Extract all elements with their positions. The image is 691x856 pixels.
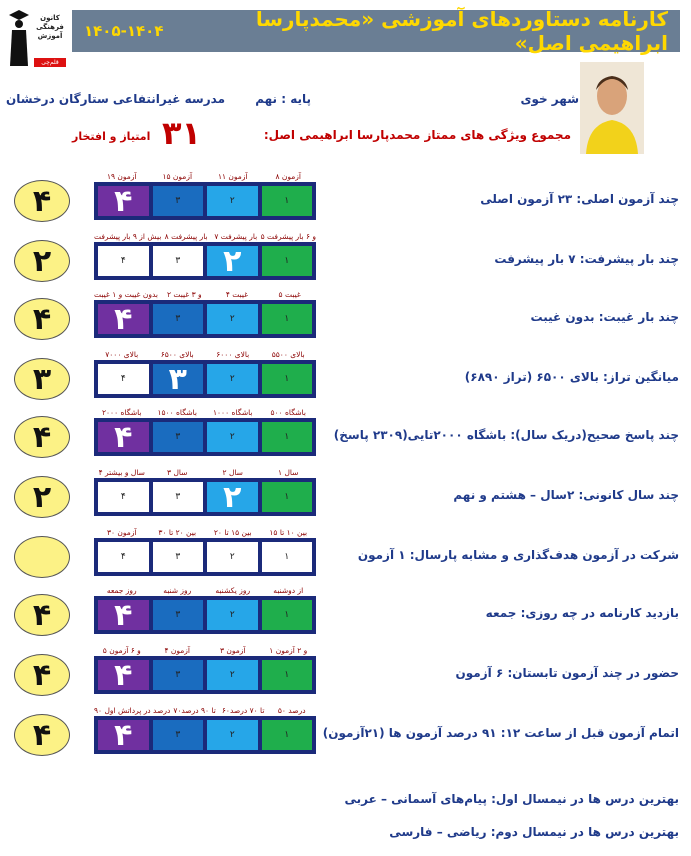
level-labels (94, 528, 316, 537)
page-title: کارنامه دستاوردهای آموزشی «محمدپارسا ابراهیمی اصل» (255, 7, 668, 55)
level-cell: ۲ (207, 304, 258, 334)
level-cell: ۱ (262, 542, 313, 572)
level-cell: ۳ (153, 660, 204, 690)
level-cell: ۱ (262, 720, 313, 750)
question-text: حضور در چند آزمون تابستان: ۶ آزمون (455, 666, 679, 680)
level-cell: ۲ (207, 542, 258, 572)
grade-label: پایه : نهم (255, 92, 311, 106)
question-text: بازدید کارنامه در چه روزی: جمعه (485, 606, 679, 620)
level-cell: ۴ (98, 542, 149, 572)
score-circle: ۴ (14, 298, 70, 340)
level-cells (94, 242, 316, 280)
question-text: چند سال کانونی: ۲سال – هشتم و نهم (453, 488, 679, 502)
level-label: ۲ و ۳ غیبت (166, 290, 202, 299)
question-text: چند پاسخ صحیح(دریک سال): باشگاه ۲۰۰۰تایی(۲۳۰۹ پاسخ) (333, 428, 679, 442)
level-label: باشگاه ۲۰۰۰ (101, 408, 142, 417)
score-circle: ۴ (14, 416, 70, 458)
level-label: ۲ سال (222, 468, 243, 477)
level-label: بین ۲۰ تا ۳۰ (158, 528, 197, 537)
second-semester-line: بهترین درس ها در نیمسال دوم: ریاضی – فارسی (389, 825, 679, 839)
level-label: باشگاه ۵۰۰ (270, 408, 306, 417)
level-cell: ۱ (262, 186, 313, 216)
question-text: چند بار غیبت: بدون غیبت (530, 310, 679, 324)
level-label: ۳ آزمون (219, 646, 246, 655)
level-labels (94, 646, 316, 655)
question-text: اتمام آزمون قبل از ساعت ۱۲: ۹۱ درصد آزمون ها (۲۱آزمون) (322, 726, 679, 740)
level-cell: ۳ (153, 304, 204, 334)
graduate-icon (8, 8, 30, 68)
level-label: روز جمعه (106, 586, 137, 595)
level-labels (94, 408, 316, 417)
level-label: روز یکشنبه (215, 586, 251, 595)
level-labels (94, 468, 316, 477)
level-label: ۶۰تا ۷۰ درصد (221, 706, 265, 715)
level-label: ۴ سال و بیشتر (98, 468, 145, 477)
school-label: مدرسه غیرانتفاعی ستارگان درخشان (6, 92, 225, 106)
student-portrait-icon (580, 62, 644, 154)
summary-label: مجموع ویژگی های ممتاز محمدپارسا ابراهیمی اصل: (263, 128, 571, 142)
level-label: ۳ سال (167, 468, 188, 477)
level-label: ۱۹ آزمون (106, 172, 137, 181)
level-cell: ۳ (153, 422, 204, 452)
level-labels (94, 586, 316, 595)
level-label: ۷۰تا ۹۰ درصد (173, 706, 216, 715)
level-label: ۸ آزمون (275, 172, 302, 181)
score-circle (14, 536, 70, 578)
level-label: ۷ بار پیشرفت (214, 232, 258, 241)
level-label: ۸ بار پیشرفت (164, 232, 208, 241)
score-circle: ۴ (14, 594, 70, 636)
level-label: ۹۰ درصد در پرداتش اول (94, 706, 171, 715)
level-cell: ۲ (207, 600, 258, 630)
level-label: بالای ۶۵۰۰ (160, 350, 194, 359)
level-cell: ۱ (262, 246, 313, 276)
achievement-row (0, 350, 691, 406)
level-label: ۵ و ۶ بار پیشرفت (260, 232, 316, 241)
first-semester-line: بهترین درس ها در نیمسال اول: پیام‌های آسمانی – عربی (344, 792, 679, 806)
achievement-row (0, 586, 691, 642)
level-labels (94, 172, 316, 181)
score-circle: ۴ (14, 714, 70, 756)
level-cell: ۳ (153, 600, 204, 630)
question-text: چند بار پیشرفت: ۷ بار پیشرفت (494, 252, 679, 266)
level-cells (94, 596, 316, 634)
summary-suffix: امتیاز و افتخار (72, 130, 151, 143)
level-label: ۵ غیبت (278, 290, 301, 299)
level-label: بین ۱۰ تا ۱۵ (269, 528, 308, 537)
city-label: شهر خوی (520, 92, 579, 106)
level-cell: ۴ (98, 600, 149, 630)
level-cell: ۱ (262, 422, 313, 452)
level-cell: ۲ (207, 422, 258, 452)
level-label: روز شنبه (163, 586, 192, 595)
level-cell: ۱ (262, 364, 313, 394)
achievement-row (0, 706, 691, 762)
question-text: چند آزمون اصلی: ۲۳ آزمون اصلی (480, 192, 679, 206)
level-cells (94, 360, 316, 398)
score-circle: ۲ (14, 240, 70, 282)
level-cell: ۲ (207, 364, 258, 394)
student-photo (580, 62, 644, 154)
level-labels (94, 350, 316, 359)
level-cells (94, 656, 316, 694)
level-cells (94, 716, 316, 754)
level-label: ۱ و ۲ آزمون (269, 646, 308, 655)
years-label: ۱۴۰۵-۱۴۰۴ (84, 22, 164, 40)
level-label: ۵۰ درصد (277, 706, 306, 715)
level-cell: ۴ (98, 720, 149, 750)
kanoon-logo (8, 8, 68, 70)
level-cell: ۴ (98, 422, 149, 452)
level-label: بالای ۶۰۰۰ (216, 350, 250, 359)
level-label: ۴ غیبت (225, 290, 249, 299)
level-label: ۵ و ۶ آزمون (102, 646, 141, 655)
level-cell: ۱ (262, 482, 313, 512)
level-cell: ۳ (153, 364, 204, 394)
level-label: بالای ۵۵۰۰ (271, 350, 305, 359)
level-cell: ۳ (153, 186, 204, 216)
title-bar (72, 7, 680, 55)
level-labels (94, 706, 316, 715)
level-label: ۴ آزمون (164, 646, 191, 655)
level-labels (94, 232, 316, 241)
level-cells (94, 300, 316, 338)
level-cells (94, 182, 316, 220)
level-cell: ۴ (98, 246, 149, 276)
level-label: ۱۵ آزمون (162, 172, 193, 181)
question-text: میانگین تراز: بالای ۶۵۰۰ (تراز ۶۸۹۰) (464, 370, 679, 384)
logo-badge: قلم‌چی (34, 58, 66, 67)
level-label: ۱ سال (278, 468, 299, 477)
level-label: ۱۱ آزمون (217, 172, 248, 181)
achievement-row (0, 468, 691, 524)
achievement-row (0, 646, 691, 702)
level-cell: ۳ (153, 542, 204, 572)
level-label: باشگاه ۱۰۰۰ (212, 408, 253, 417)
level-label: بیش از ۹ بار پیشرفت (93, 232, 162, 241)
score-circle: ۲ (14, 476, 70, 518)
achievement-row (0, 172, 691, 228)
level-cell: ۴ (98, 304, 149, 334)
level-cells (94, 538, 316, 576)
level-cell: ۳ (153, 246, 204, 276)
achievement-row (0, 290, 691, 346)
question-text: شرکت در آزمون هدف‌گذاری و مشابه پارسال: ۱ آزمون (357, 548, 679, 562)
level-cell: ۴ (98, 482, 149, 512)
level-cell: ۲ (207, 246, 258, 276)
level-cell: ۳ (153, 720, 204, 750)
level-cell: ۴ (98, 364, 149, 394)
level-cell: ۲ (207, 660, 258, 690)
score-circle: ۳ (14, 358, 70, 400)
level-cells (94, 418, 316, 456)
level-label: از دوشنبه (273, 586, 304, 595)
level-label: بدون غیبت و ۱ غیبت (94, 290, 158, 299)
level-cell: ۱ (262, 304, 313, 334)
level-label: بین ۱۵ تا ۲۰ (213, 528, 252, 537)
level-cells (94, 478, 316, 516)
level-cell: ۱ (262, 600, 313, 630)
level-cell: ۲ (207, 482, 258, 512)
level-cell: ۲ (207, 186, 258, 216)
level-cell: ۲ (207, 720, 258, 750)
achievement-row (0, 408, 691, 464)
logo-text: کانون فرهنگی آموزش (36, 14, 64, 40)
achievement-row (0, 528, 691, 584)
level-cell: ۳ (153, 482, 204, 512)
level-label: باشگاه ۱۵۰۰ (157, 408, 198, 417)
achievement-row (0, 232, 691, 288)
level-label: ۳۰ آزمون (106, 528, 137, 537)
level-cell: ۴ (98, 186, 149, 216)
level-cell: ۱ (262, 660, 313, 690)
level-cell: ۴ (98, 660, 149, 690)
level-labels (94, 290, 316, 299)
summary-number: ۳۱ (162, 114, 202, 152)
level-label: بالای ۷۰۰۰ (105, 350, 139, 359)
score-circle: ۴ (14, 180, 70, 222)
score-circle: ۴ (14, 654, 70, 696)
